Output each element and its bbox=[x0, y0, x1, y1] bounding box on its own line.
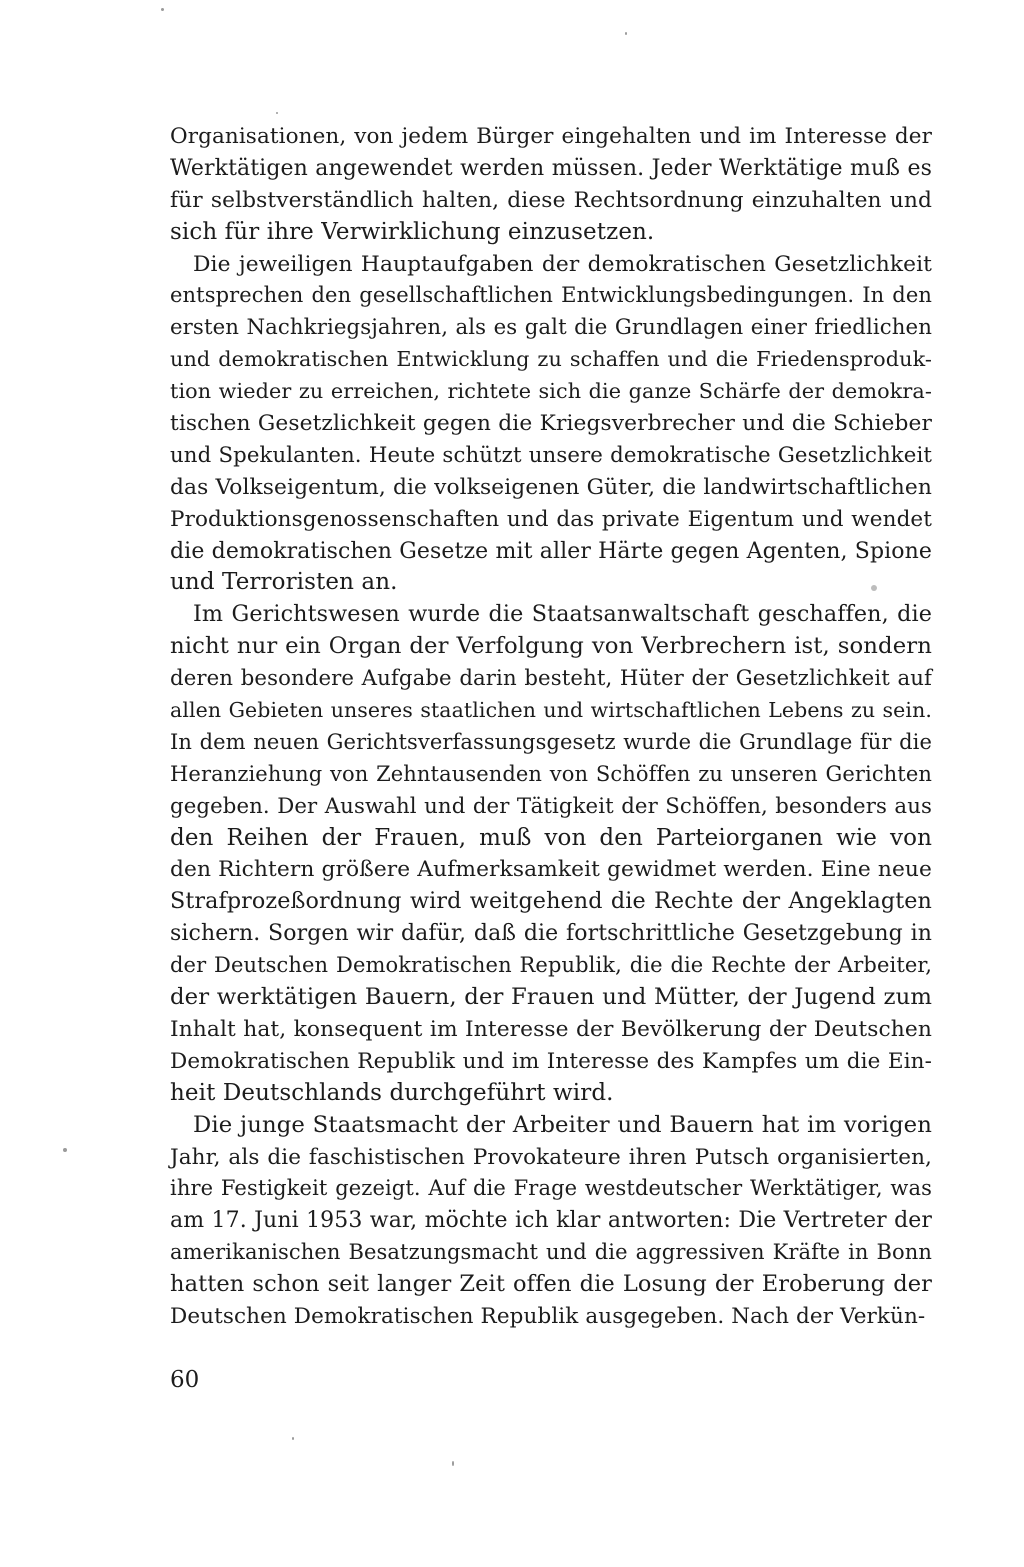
scan-speck bbox=[63, 1148, 67, 1152]
text-line: heit Deutschlands durchgeführt wird. bbox=[170, 1079, 614, 1106]
text-line: deren besondere Aufgabe darin besteht, Hüter der Gesetzlichkeit auf bbox=[170, 666, 932, 692]
text-line: Demokratischen Republik und im Interesse des Kampfes um die Ein- bbox=[170, 1048, 932, 1074]
text-line: die demokratischen Gesetze mit aller Härte gegen Agenten, Spione bbox=[170, 538, 932, 564]
text-line: Werktätigen angewendet werden müssen. Jeder Werktätige muß es bbox=[170, 155, 932, 181]
text-line: Jahr, als die faschistischen Provokateure ihren Putsch organisierten, bbox=[170, 1144, 932, 1170]
text-line: tischen Gesetzlichkeit gegen die Kriegsverbrecher und die Schieber bbox=[170, 411, 932, 437]
text-line: Organisationen, von jedem Bürger eingehalten und im Interesse der bbox=[170, 124, 932, 149]
text-line: den Reihen der Frauen, muß von den Parteiorganen wie von bbox=[170, 824, 932, 851]
text-line: amerikanischen Besatzungsmacht und die aggressiven Kräfte in Bonn bbox=[170, 1240, 932, 1265]
scan-speck bbox=[161, 8, 164, 11]
scan-speck bbox=[871, 585, 877, 591]
text-line: ersten Nachkriegsjahren, als es galt die Grundlagen einer friedlichen bbox=[170, 315, 932, 341]
text-line: Produktionsgenossenschaften und das private Eigentum und wendet bbox=[170, 506, 932, 532]
body-text bbox=[170, 121, 932, 1333]
paragraph bbox=[170, 249, 932, 600]
paragraph bbox=[170, 1110, 932, 1333]
text-line: das Volkseigentum, die volkseigenen Güter, die landwirtschaftlichen bbox=[170, 474, 932, 500]
text-line: der Deutschen Demokratischen Republik, die die Rechte der Arbeiter, bbox=[170, 953, 932, 978]
text-line: Die jeweiligen Hauptaufgaben der demokratischen Gesetzlichkeit bbox=[193, 251, 932, 277]
scan-speck bbox=[625, 32, 627, 35]
text-line: In dem neuen Gerichtsverfassungsgesetz wurde die Grundlage für die bbox=[170, 729, 932, 754]
text-line: sichern. Sorgen wir dafür, daß die fortschrittliche Gesetzgebung in bbox=[170, 921, 932, 947]
text-line: für selbstverständlich halten, diese Rechtsordnung einzuhalten und bbox=[170, 187, 932, 213]
text-line: Deutschen Demokratischen Republik ausgegeben. Nach der Verkün- bbox=[170, 1303, 926, 1329]
text-line: sich für ihre Verwirklichung einzusetzen. bbox=[170, 218, 655, 245]
scan-speck bbox=[292, 1437, 294, 1440]
text-line: Heranziehung von Zehntausenden von Schöffen zu unseren Gerichten bbox=[170, 761, 932, 786]
text-line: Die junge Staatsmacht der Arbeiter und Bauern hat im vorigen bbox=[193, 1111, 932, 1138]
text-line: Im Gerichtswesen wurde die Staatsanwaltschaft geschaffen, die bbox=[193, 601, 932, 628]
page-number: 60 bbox=[170, 1367, 200, 1393]
text-line: allen Gebieten unseres staatlichen und wirtschaftlichen Lebens zu sein. bbox=[170, 698, 932, 723]
text-line: Strafprozeßordnung wird weitgehend die Rechte der Angeklagten bbox=[170, 888, 932, 915]
text-line: der werktätigen Bauern, der Frauen und Mütter, der Jugend zum bbox=[170, 984, 932, 1011]
text-line: den Richtern größere Aufmerksamkeit gewidmet werden. Eine neue bbox=[170, 857, 932, 883]
text-line: am 17. Juni 1953 war, möchte ich klar antworten: Die Vertreter der bbox=[170, 1208, 932, 1234]
text-line: Inhalt hat, konsequent im Interesse der Bevölkerung der Deutschen bbox=[170, 1016, 932, 1042]
text-line: hatten schon seit langer Zeit offen die Losung der Eroberung der bbox=[170, 1271, 932, 1298]
paragraph bbox=[170, 121, 932, 249]
scan-speck bbox=[276, 112, 278, 114]
scan-speck bbox=[452, 1461, 454, 1466]
paragraph bbox=[170, 599, 932, 1109]
text-line: und Spekulanten. Heute schützt unsere demokratische Gesetzlichkeit bbox=[170, 442, 932, 468]
text-line: ihre Festigkeit gezeigt. Auf die Frage westdeutscher Werktätiger, was bbox=[170, 1176, 932, 1201]
text-line: gegeben. Der Auswahl und der Tätigkeit der Schöffen, besonders aus bbox=[170, 793, 932, 819]
text-line: und demokratischen Entwicklung zu schaffen und die Friedensproduk- bbox=[170, 347, 932, 372]
text-line: nicht nur ein Organ der Verfolgung von Verbrechern ist, sondern bbox=[170, 633, 932, 660]
text-line: entsprechen den gesellschaftlichen Entwicklungsbedingungen. In den bbox=[170, 283, 932, 308]
text-line: tion wieder zu erreichen, richtete sich die ganze Schärfe der demokra- bbox=[170, 379, 932, 404]
text-line: und Terroristen an. bbox=[170, 569, 398, 596]
